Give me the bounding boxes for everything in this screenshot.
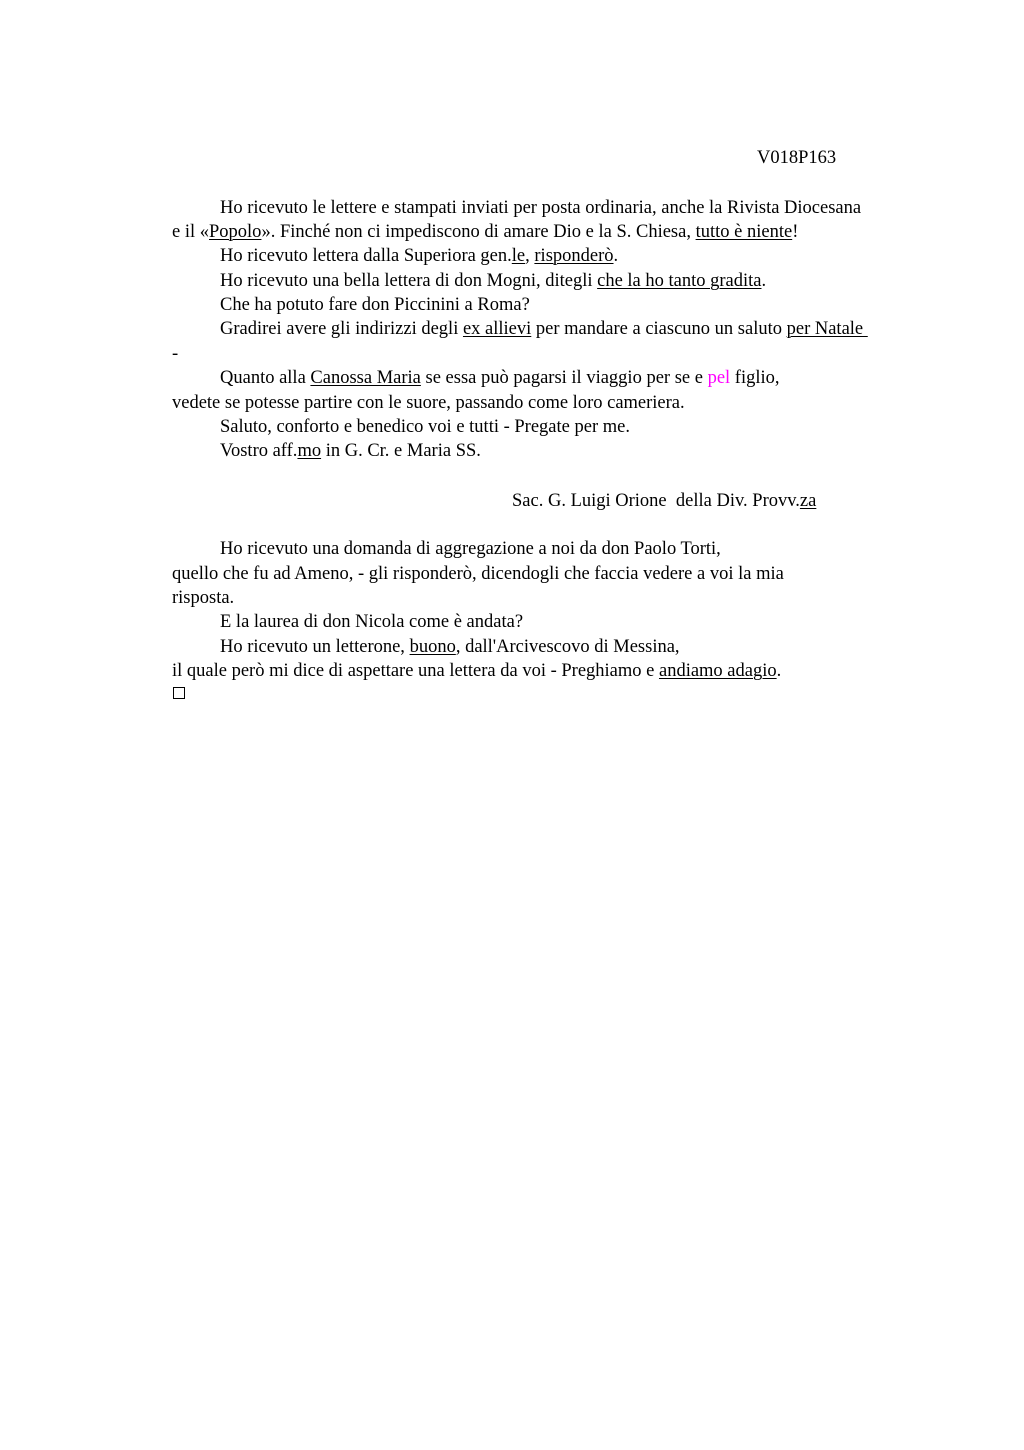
text-span: Gradirei avere gli indirizzi degli — [220, 319, 463, 339]
underlined-text: Canossa Maria — [310, 368, 421, 388]
signature-line — [512, 489, 816, 513]
highlighted-word: pel — [707, 368, 731, 388]
text-span: Quanto alla — [220, 368, 311, 388]
underlined-text: za — [799, 491, 817, 511]
text-span: per mandare a ciascuno un saluto — [531, 319, 787, 339]
document-reference-code: V018P163 — [757, 148, 837, 168]
paragraph-9-line-1: Ho ricevuto una domanda di aggregazione a noi da don Paolo Torti, — [220, 539, 721, 559]
paragraph-2 — [220, 244, 618, 268]
paragraph-6-line-2: vedete se potesse partire con le suore, passando come loro cameriera. — [172, 393, 685, 413]
paragraph-10: E la laurea di don Nicola come è andata? — [220, 612, 524, 632]
text-span: ! — [792, 222, 799, 242]
paragraph-9-line-3: risposta. — [172, 588, 235, 608]
text-span: e il « — [172, 222, 209, 242]
text-span: Ho ricevuto un letterone, — [220, 637, 410, 657]
text-span: in G. Cr. e Maria SS. — [321, 441, 481, 461]
paragraph-5 — [220, 317, 868, 341]
text-span: Ho ricevuto lettera dalla Superiora gen. — [220, 246, 512, 266]
text-span: il quale però mi dice di aspettare una lettera da voi - Preghiamo e — [172, 661, 659, 681]
underlined-text: le — [511, 246, 526, 266]
underlined-text: che la ho tanto gradita — [597, 271, 762, 291]
paragraph-1-line-2 — [172, 220, 798, 244]
text-span: figlio, — [730, 368, 780, 388]
text-span: ». Finché non ci impediscono di amare Dio e la S. Chiesa, — [261, 222, 696, 242]
text-span: . — [613, 246, 619, 266]
paragraph-5-dash: - — [172, 344, 179, 364]
text-span: . — [761, 271, 767, 291]
paragraph-4: Che ha potuto fare don Piccinini a Roma? — [220, 295, 530, 315]
underlined-text: ex allievi — [462, 319, 532, 339]
underlined-text: Popolo — [209, 222, 262, 242]
paragraph-6-line-1 — [220, 366, 780, 390]
text-span: . — [776, 661, 782, 681]
underlined-text: buono — [409, 637, 456, 657]
paragraph-1-line-1: Ho ricevuto le lettere e stampati inviati per posta ordinaria, anche la Rivista Diocesana — [220, 198, 862, 218]
text-span: , dall'Arcivescovo di Messina, — [455, 637, 680, 657]
empty-square-symbol — [173, 687, 185, 699]
underlined-text: andiamo adagio — [658, 661, 777, 681]
text-span: Ho ricevuto una bella lettera di don Mogni, ditegli — [220, 271, 598, 291]
underlined-text: mo — [297, 441, 322, 461]
paragraph-11-line-2 — [172, 659, 781, 683]
paragraph-11-line-1 — [220, 635, 680, 659]
paragraph-7: Saluto, conforto e benedico voi e tutti - Pregate per me. — [220, 417, 630, 437]
paragraph-9-line-2: quello che fu ad Ameno, - gli risponderò, dicendogli che faccia vedere a voi la mia — [172, 564, 784, 584]
paragraph-3 — [220, 269, 766, 293]
text-span: Sac. G. Luigi Orione della Div. Provv. — [512, 491, 800, 511]
text-span: , — [525, 246, 535, 266]
text-span: Vostro aff. — [220, 441, 298, 461]
underlined-text: risponderò — [534, 246, 614, 266]
underlined-text: per Natale — [786, 319, 868, 339]
paragraph-8 — [220, 439, 481, 463]
underlined-text: tutto è niente — [695, 222, 793, 242]
text-span: se essa può pagarsi il viaggio per se e — [420, 368, 708, 388]
